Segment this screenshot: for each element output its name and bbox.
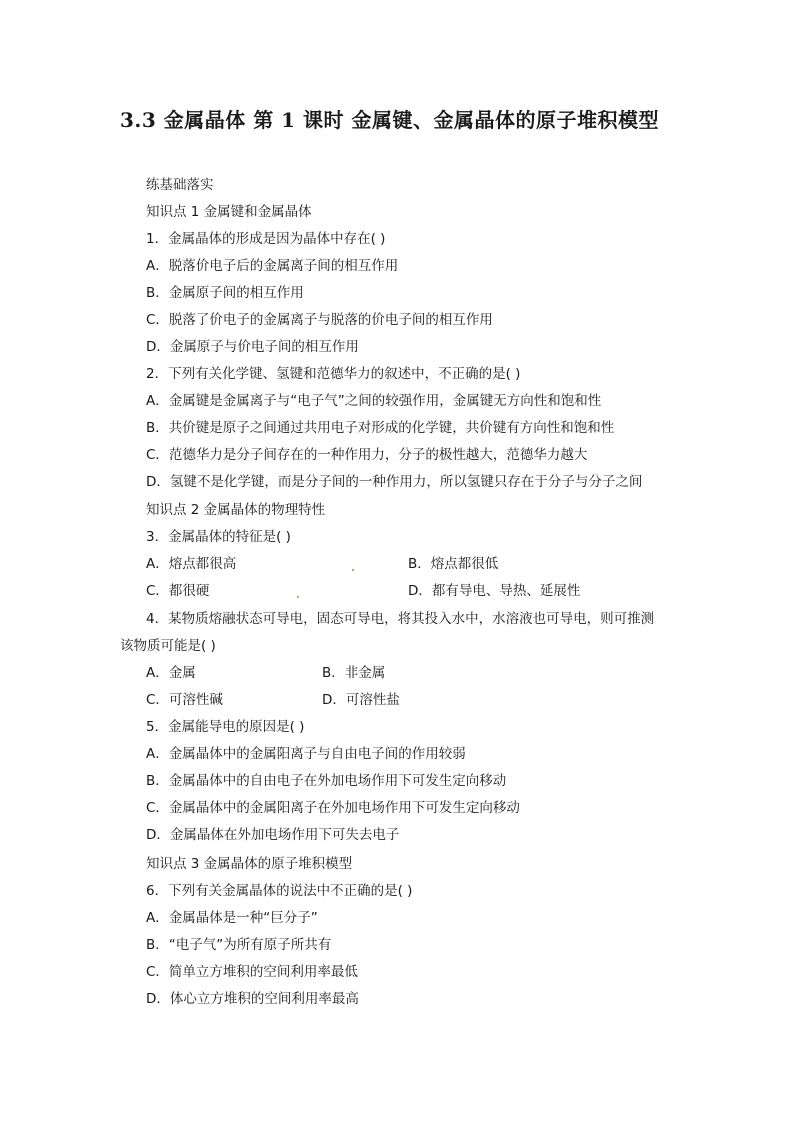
question-5-option-d: D．金属晶体在外加电场作用下可失去电子: [146, 827, 400, 843]
question-4-option-a: A．金属: [146, 665, 196, 681]
question-1-stem: 1．金属晶体的形成是因为晶体中存在( ): [146, 231, 386, 247]
question-1-option-d: D．金属原子与价电子间的相互作用: [146, 339, 359, 355]
question-4-option-b: B．非金属: [322, 665, 386, 681]
question-1-option-a: A．脱落价电子后的金属离子间的相互作用: [146, 258, 399, 274]
question-5-option-c: C．金属晶体中的金属阳离子在外加电场作用下可发生定向移动: [146, 800, 520, 816]
knowledge-point-1: 知识点 1 金属键和金属晶体: [146, 204, 312, 220]
question-5-stem: 5．金属能导电的原因是( ): [146, 719, 305, 735]
question-3-option-d: D．都有导电、导热、延展性: [408, 583, 581, 599]
question-3-option-b: B．熔点都很低: [408, 556, 499, 572]
question-1-option-c: C．脱落了价电子的金属离子与脱落的价电子间的相互作用: [146, 312, 493, 328]
question-6-option-d: D．体心立方堆积的空间利用率最高: [146, 991, 359, 1007]
question-2-option-d: D．氢键不是化学键，而是分子间的一种作用力，所以氢键只存在于分子与分子之间: [146, 474, 643, 490]
document-title: 3.3 金属晶体 第 1 课时 金属键、金属晶体的原子堆积模型: [120, 108, 660, 132]
stray-dot: [352, 569, 354, 571]
question-6-option-c: C．简单立方堆积的空间利用率最低: [146, 964, 358, 980]
knowledge-point-2: 知识点 2 金属晶体的物理特性: [146, 502, 326, 518]
question-6-option-a: A．金属晶体是一种“巨分子”: [146, 910, 318, 926]
question-2-option-b: B．共价键是原子之间通过共用电子对形成的化学键，共价键有方向性和饱和性: [146, 420, 615, 436]
question-4-option-c: C．可溶性碱: [146, 692, 223, 708]
question-2-stem: 2．下列有关化学键、氢键和范德华力的叙述中，不正确的是( ): [146, 366, 521, 382]
question-4-stem-line-2: 该物质可能是( ): [120, 638, 216, 654]
question-5-option-b: B．金属晶体中的自由电子在外加电场作用下可发生定向移动: [146, 773, 507, 789]
question-3-stem: 3．金属晶体的特征是( ): [146, 529, 291, 545]
question-5-option-a: A．金属晶体中的金属阳离子与自由电子间的作用较弱: [146, 746, 466, 762]
question-6-option-b: B．“电子气”为所有原子所共有: [146, 937, 332, 953]
question-3-option-a: A．熔点都很高: [146, 556, 237, 572]
section-heading: 练基础落实: [146, 177, 214, 193]
question-2-option-c: C．范德华力是分子间存在的一种作用力，分子的极性越大，范德华力越大: [146, 447, 588, 463]
question-4-stem-line-1: 4．某物质熔融状态可导电，固态可导电，将其投入水中，水溶液也可导电，则可推测: [146, 611, 655, 627]
question-1-option-b: B．金属原子间的相互作用: [146, 285, 304, 301]
question-4-option-d: D．可溶性盐: [322, 692, 400, 708]
knowledge-point-3: 知识点 3 金属晶体的原子堆积模型: [146, 856, 353, 872]
stray-dot: [297, 596, 299, 598]
question-6-stem: 6．下列有关金属晶体的说法中不正确的是( ): [146, 883, 413, 899]
question-2-option-a: A．金属键是金属离子与“电子气”之间的较强作用，金属键无方向性和饱和性: [146, 393, 602, 409]
question-3-option-c: C．都很硬: [146, 583, 210, 599]
